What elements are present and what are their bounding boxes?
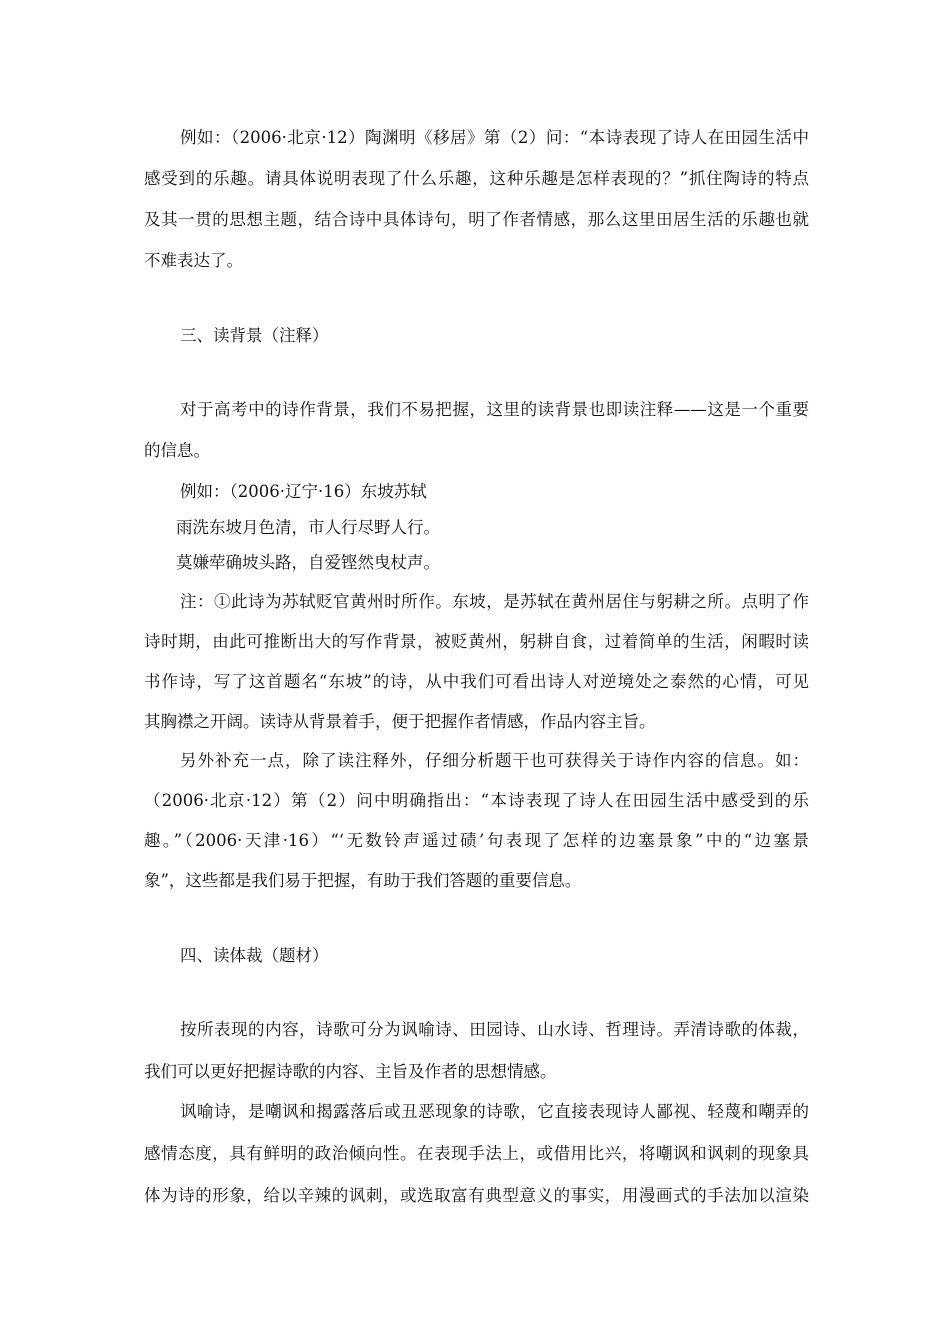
example-heading: 例如：（2006·辽宁·16）东坡苏轼 — [180, 482, 427, 501]
paragraph-satire-line: 讽喻诗，是嘲讽和揭露落后或丑恶现象的诗歌，它直接表现诗人鄙视、轻蔑和嘲弄的 — [180, 1102, 809, 1121]
section-heading-3: 三、读背景（注释） — [180, 326, 329, 345]
paragraph-supplement-line: 象”，这些都是我们易于把握，有助于我们答题的重要信息。 — [144, 871, 582, 890]
paragraph-genre-line: 按所表现的内容，诗歌可分为讽喻诗、田园诗、山水诗、哲理诗。弄清诗歌的体裁， — [180, 1020, 809, 1039]
paragraph-supplement-line: 趣。”（2006·天津·16）“‘无数铃声遥过碛’句表现了怎样的边塞景象”中的“边塞景 — [144, 831, 809, 850]
paragraph-satire-line: 感情态度，具有鲜明的政治倾向性。在表现手法上，或借用比兴，将嘲讽和讽刺的现象具 — [144, 1144, 809, 1163]
section-heading-4: 四、读体裁（题材） — [180, 946, 329, 965]
note-line: 其胸襟之开阔。读诗从背景着手，便于把握作者情感，作品内容主旨。 — [144, 712, 656, 731]
poem-line: 雨洗东坡月色清，市人行尽野人行。 — [176, 518, 440, 537]
paragraph-supplement-line: （2006·北京·12）第（2）问中明确指出：“本诗表现了诗人在田园生活中感受到的乐 — [144, 791, 809, 810]
poem-line: 莫嫌荦确坡头路，自爱铿然曳杖声。 — [176, 553, 440, 572]
note-line: 书作诗，写了这首题名“东坡”的诗，从中我们可看出诗人对逆境处之泰然的心情，可见 — [144, 672, 809, 691]
note-line: 诗时期，由此可推断出大的写作背景，被贬黄州，躬耕自食，过着简单的生活，闲暇时读 — [144, 632, 809, 651]
paragraph-example-line: 例如：（2006·北京·12）陶渊明《移居》第（2）问：“本诗表现了诗人在田园生活中 — [180, 128, 809, 147]
paragraph-example-line: 感受到的乐趣。请具体说明表现了什么乐趣，这种乐趣是怎样表现的？”抓住陶诗的特点 — [144, 169, 809, 188]
paragraph-satire-line: 体为诗的形象，给以辛辣的讽刺，或选取富有典型意义的事实，用漫画式的手法加以渲染 — [144, 1186, 809, 1205]
paragraph-background-line: 的信息。 — [144, 441, 210, 460]
paragraph-background-line: 对于高考中的诗作背景，我们不易把握，这里的读背景也即读注释——这是一个重要 — [180, 400, 809, 419]
paragraph-genre-line: 我们可以更好把握诗歌的内容、主旨及作者的思想情感。 — [144, 1062, 557, 1081]
paragraph-example-line: 及其一贯的思想主题，结合诗中具体诗句，明了作者情感，那么这里田居生活的乐趣也就 — [144, 210, 809, 229]
paragraph-example-line: 不难表达了。 — [144, 251, 243, 270]
note-line: 注：①此诗为苏轼贬官黄州时所作。东坡，是苏轼在黄州居住与躬耕之所。点明了作 — [180, 592, 809, 611]
paragraph-supplement-line: 另外补充一点，除了读注释外，仔细分析题干也可获得关于诗作内容的信息。如： — [180, 751, 809, 770]
